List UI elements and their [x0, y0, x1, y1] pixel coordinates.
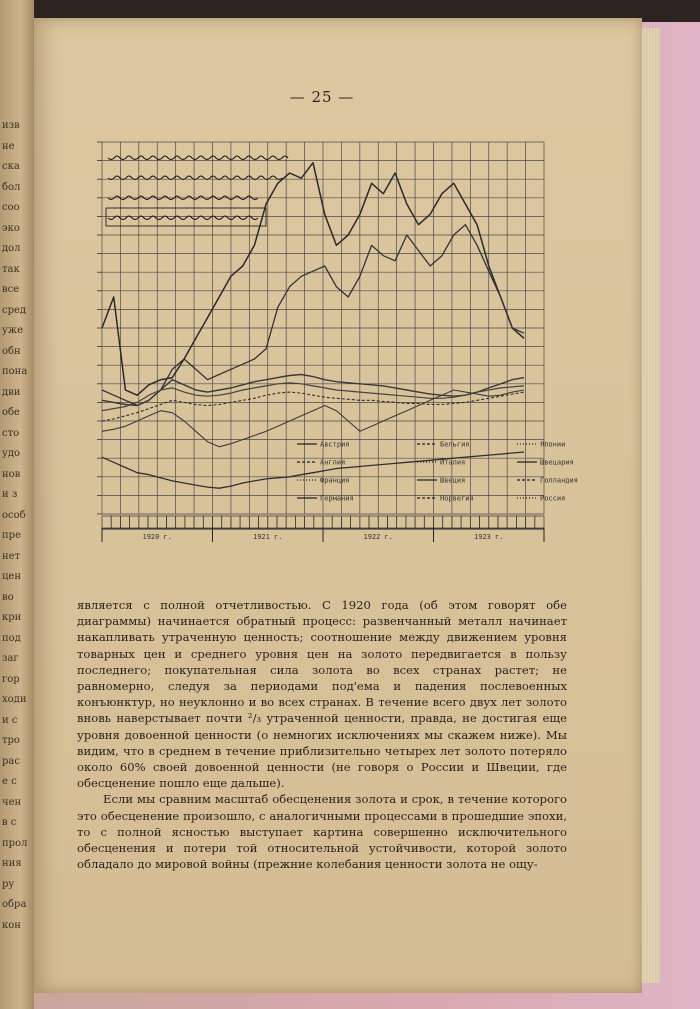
- legend-label: Японии: [540, 440, 566, 449]
- body-text: [77, 597, 567, 872]
- legend-label: Голландия: [540, 476, 578, 485]
- legend-label: Австрия: [320, 440, 350, 449]
- left-page-fragment: эко: [2, 222, 20, 234]
- x-group-label: 1921 г.: [252, 533, 283, 541]
- x-group-label: 1923 г.: [473, 533, 504, 541]
- legend-label: Норвегия: [440, 494, 474, 503]
- x-month-box: [507, 516, 516, 528]
- x-month-box: [332, 516, 341, 528]
- x-month-box: [360, 516, 369, 528]
- left-page-fragment: пре: [2, 530, 21, 541]
- handwritten-box: [106, 208, 266, 226]
- legend-label: Швеция: [440, 476, 466, 485]
- x-month-box: [231, 516, 240, 528]
- paragraph-2: Если мы сравним масштаб обесценения золота и срок, в течение которого это обесценение произошло, с аналогичными процессами в прошедшие эпохи, то с полной ясностью выступает картина совершенно исключительного обесценения и потери той относительной устойчивости, которой золото обладало до мировой войны (прежние колебания ценности золота не ощу-: [77, 792, 567, 872]
- left-page-fragment: обра: [2, 899, 27, 910]
- series-line: [102, 390, 524, 447]
- x-month-box: [295, 516, 304, 528]
- x-month-box: [323, 516, 332, 528]
- x-month-box: [249, 516, 258, 528]
- x-month-box: [434, 516, 443, 528]
- x-month-box: [535, 516, 544, 528]
- left-page-fragment: цен: [2, 571, 22, 582]
- x-month-box: [213, 516, 222, 528]
- paragraph-1: является с полной отчетливостью. С 1920 года (об этом говорят обе диаграммы) начинается обратный процесс: развенчанный металл начинает накапливать утраченную ценность; соотношение между движением уровня товарных цен и среднего уровня цен на золото передвигается в пользу последнего; покупательная сила золота во всех странах растет; не равномерно, следуя за периодами под'ема и падения послевоенных конъюнктур, но неуклонно и во всех странах. В течение всего двух лет золото вновь наверстывает почти ²/₃ утраченной ценности, правда, не достигая еще уровня довоенной ценности (о немногих исключениях мы скажем ниже). Мы видим, что в среднем в течение приблизительно четырех лет золото потеряло около 60% своей довоенной ценности (не говоря о России и Швеции, где обесценение пошло еще дальше).: [77, 598, 567, 791]
- left-page-fragment: дви: [2, 386, 21, 398]
- x-month-box: [387, 516, 396, 528]
- legend-label: Россия: [540, 494, 566, 503]
- legend-label: Италия: [440, 458, 466, 467]
- left-page-fragment: бол: [2, 181, 21, 193]
- x-month-box: [341, 516, 350, 528]
- x-month-box: [516, 516, 525, 528]
- x-month-box: [120, 516, 129, 528]
- left-page-fragment: уже: [2, 325, 24, 336]
- left-page-fragment: ходи: [2, 694, 27, 705]
- chart-x-axis: [102, 516, 544, 542]
- x-group-label: 1920 г.: [142, 533, 173, 541]
- x-month-box: [489, 516, 498, 528]
- left-page-fragment: обе: [2, 407, 20, 418]
- left-page-fragment: ру: [2, 878, 15, 890]
- x-month-box: [194, 516, 203, 528]
- left-page-fragment: все: [2, 284, 20, 295]
- left-page-fragment: кри: [2, 612, 22, 623]
- x-month-box: [480, 516, 489, 528]
- x-month-box: [222, 516, 231, 528]
- left-page-fragment: ска: [2, 161, 20, 172]
- left-page-fragment: так: [2, 263, 20, 275]
- x-month-box: [526, 516, 535, 528]
- x-month-box: [314, 516, 323, 528]
- x-month-box: [111, 516, 120, 528]
- x-month-box: [166, 516, 175, 528]
- x-month-box: [102, 516, 111, 528]
- x-month-box: [277, 516, 286, 528]
- handwritten-scribble-line: [108, 176, 282, 180]
- left-page-fragment: пона: [2, 366, 28, 377]
- left-page-fragment: сто: [2, 427, 20, 439]
- x-month-box: [498, 516, 507, 528]
- left-page-fragment: обн: [2, 345, 21, 357]
- legend-label: Германия: [320, 494, 354, 503]
- x-month-box: [397, 516, 406, 528]
- left-page-fragment: в с: [2, 817, 17, 828]
- x-month-box: [406, 516, 415, 528]
- x-month-box: [470, 516, 479, 528]
- x-month-box: [443, 516, 452, 528]
- left-page-fragment: чен: [2, 796, 22, 808]
- handwritten-scribble-line: [108, 156, 288, 160]
- left-page-fragment: тро: [2, 735, 20, 746]
- left-page-fragment: под: [2, 632, 21, 644]
- series-line: [102, 383, 524, 411]
- left-page-fragment: и з: [2, 489, 18, 500]
- x-month-box: [148, 516, 157, 528]
- left-page-fragment: и с: [2, 714, 18, 726]
- handwritten-title-scribble: [106, 156, 288, 226]
- left-page-fragment: дол: [2, 243, 21, 254]
- x-month-box: [176, 516, 185, 528]
- left-page-fragment: нов: [2, 468, 21, 480]
- x-month-box: [240, 516, 249, 528]
- x-month-box: [415, 516, 424, 528]
- left-page-fragment: во: [2, 591, 14, 603]
- legend-label: Франция: [320, 476, 350, 485]
- left-page-fragment: сред: [2, 304, 27, 316]
- x-month-box: [185, 516, 194, 528]
- x-group-label: 1922 г.: [363, 533, 394, 541]
- left-page-fragment: кон: [2, 919, 21, 931]
- x-month-box: [268, 516, 277, 528]
- page-number: — 25 —: [289, 88, 355, 106]
- x-month-box: [461, 516, 470, 528]
- x-month-box: [369, 516, 378, 528]
- x-month-box: [452, 516, 461, 528]
- x-month-box: [351, 516, 360, 528]
- x-month-box: [203, 516, 212, 528]
- x-month-box: [139, 516, 148, 528]
- x-month-box: [378, 516, 387, 528]
- x-month-box: [259, 516, 268, 528]
- left-page-fragment: гор: [2, 673, 20, 685]
- legend-label: Бельгия: [440, 440, 470, 449]
- left-page-fragment: удо: [2, 448, 21, 459]
- legend-label: Швецария: [540, 458, 574, 467]
- left-page-fragment: соо: [2, 202, 20, 213]
- left-page-edge: [0, 0, 34, 1009]
- left-page-fragment: ния: [2, 858, 22, 869]
- x-month-box: [286, 516, 295, 528]
- line-chart: [92, 136, 578, 556]
- left-page-fragment: изв: [2, 120, 20, 131]
- x-month-box: [305, 516, 314, 528]
- x-month-box: [157, 516, 166, 528]
- legend-label: Англия: [320, 458, 346, 467]
- left-page-fragment: не: [2, 140, 15, 152]
- left-page-fragment: нет: [2, 550, 21, 562]
- left-page-fragment: е с: [2, 776, 17, 787]
- x-month-box: [424, 516, 433, 528]
- left-page-fragment: прол: [2, 837, 28, 849]
- x-month-box: [130, 516, 139, 528]
- chart-legend: [297, 441, 578, 503]
- left-page-fragment: особ: [2, 509, 26, 521]
- left-page-fragment: рас: [2, 755, 20, 767]
- left-page-fragment: заг: [2, 653, 19, 664]
